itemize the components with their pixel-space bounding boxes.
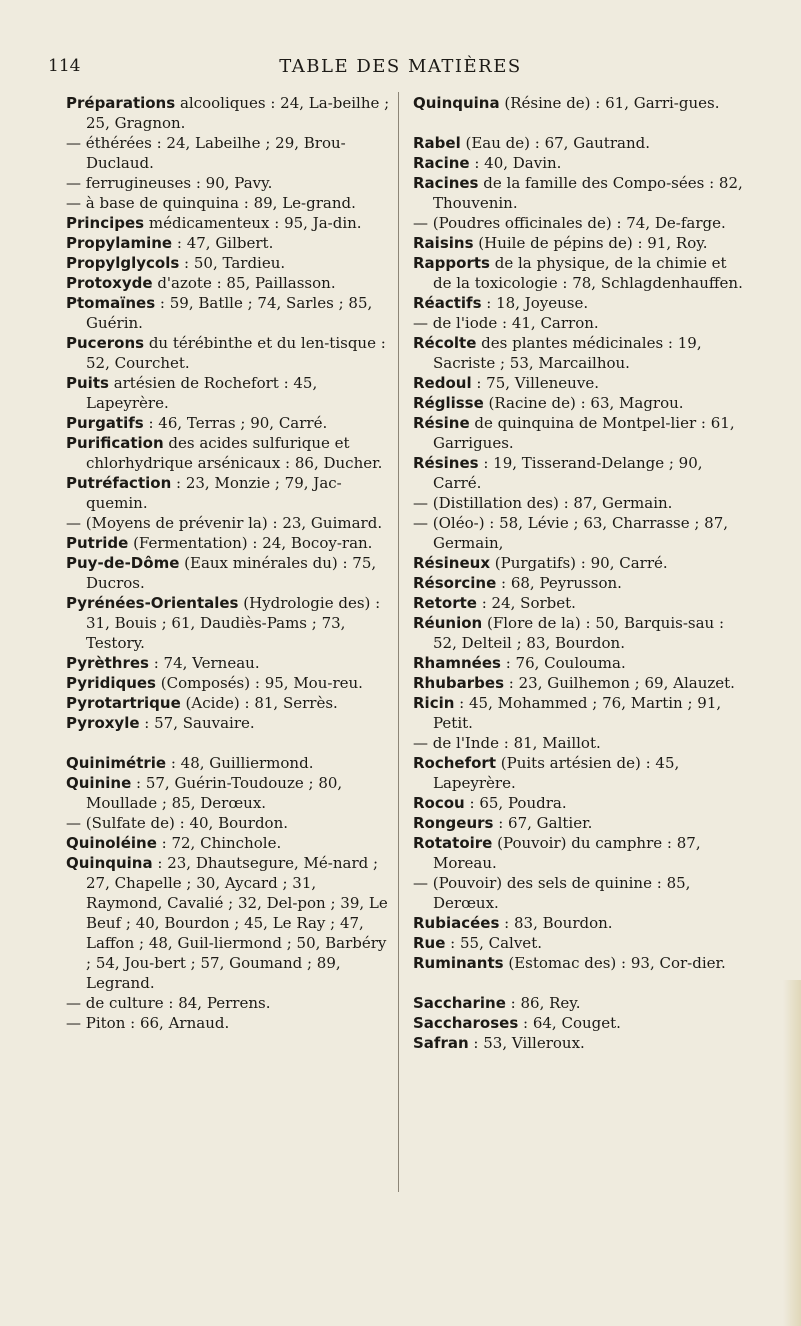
index-entry xyxy=(66,813,396,833)
index-term: Pucerons xyxy=(66,334,145,352)
index-entry xyxy=(66,853,396,993)
section-gap xyxy=(66,733,396,753)
index-references: (Puits artésien de) : 45, Lapeyrère. xyxy=(433,754,680,792)
index-references: : 64, Couget. xyxy=(518,1014,621,1032)
index-term: Racines xyxy=(413,174,479,192)
index-references: — de l'iode : 41, Carron. xyxy=(413,314,599,332)
index-entry xyxy=(413,93,748,113)
index-entry xyxy=(66,773,396,813)
index-references: (Composés) : 95, Mou-reu. xyxy=(156,674,363,692)
index-entry xyxy=(66,673,396,693)
index-entry xyxy=(413,673,748,693)
index-references: des acides sulfurique et chlorhydrique arsénicaux : 86, Ducher. xyxy=(86,434,383,472)
index-term: Pyrénées-Orientales xyxy=(66,594,239,612)
index-references: — (Moyens de prévenir la) : 23, Guimard. xyxy=(66,514,383,532)
index-term: Rocou xyxy=(413,794,465,812)
index-entry xyxy=(66,253,396,273)
index-term: Rotatoire xyxy=(413,834,493,852)
index-entry xyxy=(413,873,748,913)
index-term: Résorcine xyxy=(413,574,497,592)
index-entry xyxy=(413,813,748,833)
index-entry xyxy=(66,333,396,373)
index-entry xyxy=(413,993,748,1013)
index-entry xyxy=(413,173,748,213)
index-entry xyxy=(413,293,748,313)
index-entry xyxy=(413,133,748,153)
index-term: Pyridiques xyxy=(66,674,156,692)
index-term: Rue xyxy=(413,934,446,952)
index-references: (Flore de la) : 50, Barquis-sau : 52, Delteil ; 83, Bourdon. xyxy=(433,614,725,652)
index-references: : 57, Sauvaire. xyxy=(139,714,255,732)
index-term: Réglisse xyxy=(413,394,484,412)
page-number: 114 xyxy=(48,56,81,76)
index-references: — Piton : 66, Arnaud. xyxy=(66,1014,230,1032)
index-entry xyxy=(66,433,396,473)
index-entry xyxy=(413,953,748,973)
index-term: Quinoléine xyxy=(66,834,157,852)
index-entry xyxy=(413,833,748,873)
index-term: Puy-de-Dôme xyxy=(66,554,180,572)
index-entry xyxy=(66,133,396,173)
index-term: Propylglycols xyxy=(66,254,180,272)
index-term: Rubiacées xyxy=(413,914,500,932)
index-references: de quinquina de Montpel-lier : 61, Garrigues. xyxy=(433,414,735,452)
index-entry xyxy=(413,653,748,673)
index-term: Saccharine xyxy=(413,994,506,1012)
index-references: : 18, Joyeuse. xyxy=(481,294,589,312)
index-references: artésien de Rochefort : 45, Lapeyrère. xyxy=(86,374,318,412)
index-term: Résines xyxy=(413,454,479,472)
index-term: Quinquina xyxy=(66,854,153,872)
index-term: Purgatifs xyxy=(66,414,144,432)
index-term: Rongeurs xyxy=(413,814,494,832)
index-entry xyxy=(413,453,748,493)
index-references: : 74, Verneau. xyxy=(148,654,260,672)
index-entry xyxy=(413,593,748,613)
index-references: : 23, Dhautsegure, Mé-nard ; 27, Chapelle ; 30, Aycard ; 31, Raymond, Cavalié ; 32, Del-pon ; 39, Le Beuf ; 40, Bourdon ; 45, Le Ray ; 47, Laffon ; 48, Guil-liermond ; 50, Barbéry ; 54, Jou-bert ; 57, Goumand ; 89, Legrand. xyxy=(86,854,388,992)
index-term: Propylamine xyxy=(66,234,173,252)
index-references: — (Pouvoir) des sels de quinine : 85, Derœux. xyxy=(413,874,691,912)
index-term: Principes xyxy=(66,214,145,232)
index-references: : 40, Davin. xyxy=(469,154,562,172)
index-entry xyxy=(413,1033,748,1053)
index-term: Pyroxyle xyxy=(66,714,140,732)
index-references: — éthérées : 24, Labeilhe ; 29, Brou-Duclaud. xyxy=(66,134,346,172)
index-term: Putride xyxy=(66,534,129,552)
index-entry xyxy=(66,173,396,193)
index-entry xyxy=(66,533,396,553)
index-entry xyxy=(66,653,396,673)
index-references: : 75, Villeneuve. xyxy=(471,374,599,392)
index-entry xyxy=(66,513,396,533)
index-references: : 23, Guilhemon ; 69, Alauzet. xyxy=(504,674,735,692)
index-entry xyxy=(66,833,396,853)
index-references: : 46, Terras ; 90, Carré. xyxy=(143,414,328,432)
index-references: — à base de quinquina : 89, Le-grand. xyxy=(66,194,356,212)
index-references: d'azote : 85, Paillasson. xyxy=(152,274,336,292)
index-entry xyxy=(413,513,748,553)
index-term: Rabel xyxy=(413,134,461,152)
index-term: Ricin xyxy=(413,694,455,712)
index-references: : 23, Monzie ; 79, Jac-quemin. xyxy=(86,474,342,512)
index-column-left xyxy=(66,93,396,1033)
index-entry xyxy=(66,693,396,713)
section-gap xyxy=(413,113,748,133)
index-references: de la famille des Compo-sées : 82, Thouvenin. xyxy=(433,174,743,212)
section-gap xyxy=(413,973,748,993)
index-entry xyxy=(66,93,396,133)
index-references: : 83, Bourdon. xyxy=(499,914,613,932)
index-entry xyxy=(413,733,748,753)
index-entry xyxy=(413,493,748,513)
index-references: médicamenteux : 95, Ja-din. xyxy=(144,214,362,232)
index-entry xyxy=(413,393,748,413)
index-term: Puits xyxy=(66,374,109,392)
index-references: (Pouvoir) du camphre : 87, Moreau. xyxy=(433,834,701,872)
index-references: : 59, Batlle ; 74, Sarles ; 85, Guérin. xyxy=(86,294,373,332)
index-references: — (Oléo-) : 58, Lévie ; 63, Charrasse ; 87, Germain, xyxy=(413,514,729,552)
index-term: Raisins xyxy=(413,234,474,252)
index-entry xyxy=(413,153,748,173)
index-references: : 65, Poudra. xyxy=(464,794,567,812)
index-term: Redoul xyxy=(413,374,472,392)
index-entry xyxy=(413,373,748,393)
index-references: (Purgatifs) : 90, Carré. xyxy=(490,554,668,572)
index-references: alcooliques : 24, La-beilhe ; 25, Gragnon. xyxy=(86,94,390,132)
index-references: de la physique, de la chimie et de la toxicologie : 78, Schlagdenhauffen. xyxy=(433,254,743,292)
index-entry xyxy=(413,573,748,593)
index-term: Purification xyxy=(66,434,164,452)
index-references: : 86, Rey. xyxy=(505,994,581,1012)
index-entry xyxy=(66,713,396,733)
index-term: Ptomaïnes xyxy=(66,294,156,312)
index-entry xyxy=(66,473,396,513)
index-entry xyxy=(66,413,396,433)
index-entry xyxy=(66,753,396,773)
index-entry xyxy=(66,553,396,593)
index-entry xyxy=(413,333,748,373)
page-edge-stain xyxy=(783,980,801,1326)
index-term: Ruminants xyxy=(413,954,504,972)
index-references: : 48, Guilliermond. xyxy=(166,754,314,772)
index-references: — (Distillation des) : 87, Germain. xyxy=(413,494,673,512)
index-references: — de l'Inde : 81, Maillot. xyxy=(413,734,601,752)
index-entry xyxy=(66,593,396,653)
page-header xyxy=(0,56,801,86)
index-references: (Eaux minérales du) : 75, Ducros. xyxy=(86,554,377,592)
index-entry xyxy=(413,793,748,813)
index-entry xyxy=(413,253,748,293)
index-column-right xyxy=(413,93,748,1053)
index-term: Safran xyxy=(413,1034,469,1052)
index-term: Pyrotartrique xyxy=(66,694,181,712)
index-entry xyxy=(413,753,748,793)
index-references: : 47, Gilbert. xyxy=(172,234,274,252)
index-references: : 68, Peyrusson. xyxy=(496,574,622,592)
index-term: Rhubarbes xyxy=(413,674,505,692)
index-entry xyxy=(413,553,748,573)
index-references: (Hydrologie des) : 31, Bouis ; 61, Daudiès-Pams ; 73, Testory. xyxy=(86,594,381,652)
index-term: Quinine xyxy=(66,774,132,792)
index-references: : 72, Chinchole. xyxy=(156,834,282,852)
index-entry xyxy=(66,193,396,213)
index-entry xyxy=(413,213,748,233)
index-references: — (Poudres officinales de) : 74, De-farge. xyxy=(413,214,726,232)
index-references: : 45, Mohammed ; 76, Martin ; 91, Petit. xyxy=(433,694,722,732)
index-entry xyxy=(66,293,396,333)
index-references: (Estomac des) : 93, Cor-dier. xyxy=(503,954,726,972)
index-entry xyxy=(413,1013,748,1033)
index-term: Quinimétrie xyxy=(66,754,167,772)
column-divider xyxy=(398,92,399,1192)
index-term: Saccharoses xyxy=(413,1014,519,1032)
index-references: des plantes médicinales : 19, Sacriste ; 53, Marcailhou. xyxy=(433,334,702,372)
index-references: (Résine de) : 61, Garri-gues. xyxy=(499,94,720,112)
running-title: TABLE DES MATIÈRES xyxy=(279,56,522,77)
index-term: Récolte xyxy=(413,334,477,352)
index-entry xyxy=(66,1013,396,1033)
index-term: Putréfaction xyxy=(66,474,172,492)
index-term: Retorte xyxy=(413,594,477,612)
index-entry xyxy=(413,613,748,653)
index-term: Pyrèthres xyxy=(66,654,149,672)
index-term: Résineux xyxy=(413,554,490,572)
index-entry xyxy=(413,693,748,733)
index-references: : 19, Tisserand-Delange ; 90, Carré. xyxy=(433,454,703,492)
index-term: Racine xyxy=(413,154,470,172)
index-entry xyxy=(413,413,748,453)
index-references: : 50, Tardieu. xyxy=(179,254,286,272)
index-entry xyxy=(413,233,748,253)
index-term: Résine xyxy=(413,414,470,432)
index-entry xyxy=(66,993,396,1013)
index-term: Réunion xyxy=(413,614,483,632)
index-term: Rapports xyxy=(413,254,490,272)
index-entry xyxy=(66,213,396,233)
index-references: : 67, Galtier. xyxy=(493,814,593,832)
index-term: Rhamnées xyxy=(413,654,501,672)
index-references: : 55, Calvet. xyxy=(445,934,542,952)
index-references: (Acide) : 81, Serrès. xyxy=(180,694,338,712)
index-references: (Huile de pépins de) : 91, Roy. xyxy=(473,234,708,252)
index-term: Rochefort xyxy=(413,754,496,772)
index-references: (Fermentation) : 24, Bocoy-ran. xyxy=(128,534,373,552)
index-entry xyxy=(413,933,748,953)
index-references: — (Sulfate de) : 40, Bourdon. xyxy=(66,814,289,832)
index-references: : 53, Villeroux. xyxy=(468,1034,585,1052)
index-term: Quinquina xyxy=(413,94,500,112)
index-references: (Eau de) : 67, Gautrand. xyxy=(460,134,650,152)
index-term: Protoxyde xyxy=(66,274,153,292)
index-term: Préparations xyxy=(66,94,176,112)
index-entry xyxy=(66,273,396,293)
index-references: : 76, Coulouma. xyxy=(500,654,626,672)
index-references: : 57, Guérin-Toudouze ; 80, Moullade ; 85, Derœux. xyxy=(86,774,343,812)
index-entry xyxy=(66,233,396,253)
index-references: : 24, Sorbet. xyxy=(476,594,576,612)
index-references: du térébinthe et du len-tisque : 52, Courchet. xyxy=(86,334,386,372)
index-references: (Racine de) : 63, Magrou. xyxy=(483,394,684,412)
index-references: — de culture : 84, Perrens. xyxy=(66,994,271,1012)
index-references: — ferrugineuses : 90, Pavy. xyxy=(66,174,273,192)
index-term: Réactifs xyxy=(413,294,482,312)
index-entry xyxy=(66,373,396,413)
index-entry xyxy=(413,313,748,333)
index-entry xyxy=(413,913,748,933)
